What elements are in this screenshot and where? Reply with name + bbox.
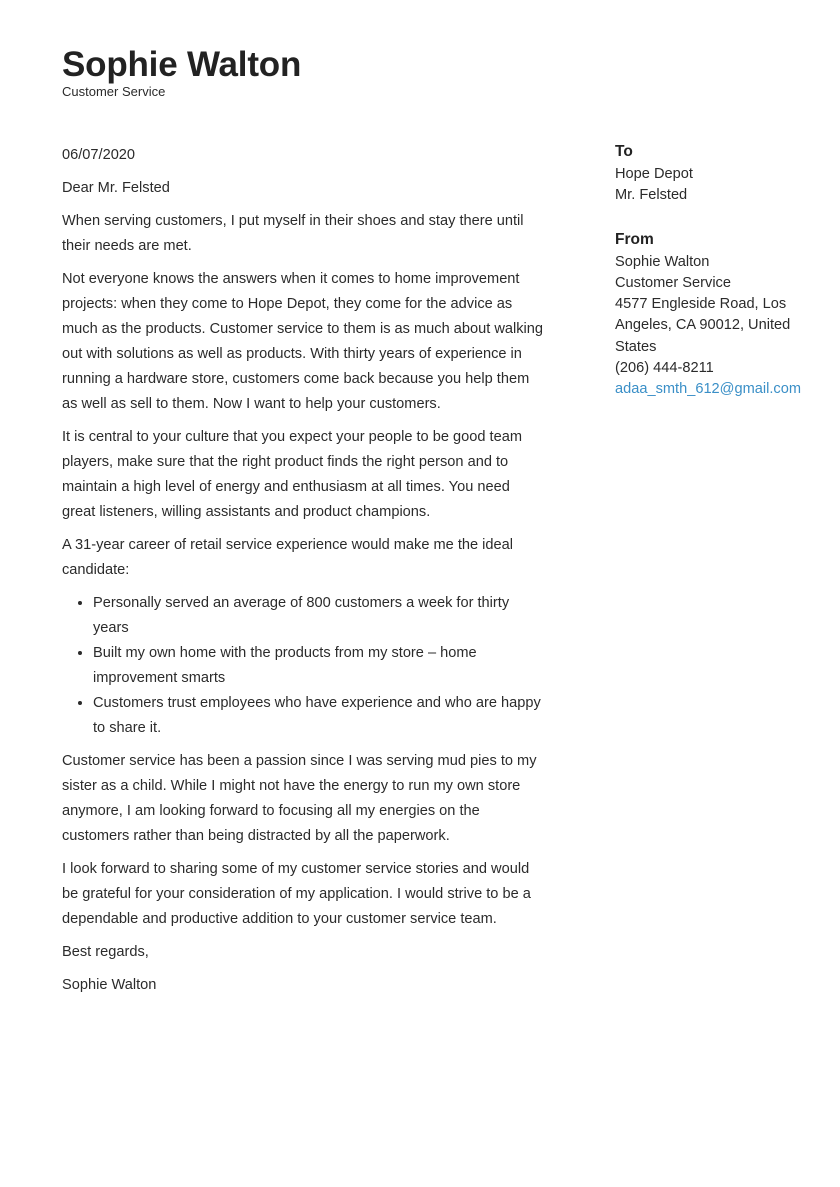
list-item: • Built my own home with the products from my store – home improvement smarts [93, 641, 544, 691]
sender-contact-name: Sophie Walton [615, 253, 710, 270]
body-paragraph: It is central to your culture that you expect your people to be good team players, make sure that the right product finds the right person and to maintain a high level of energy and enthusiasm at all times. You need great listeners, willing assistants and product champions. [62, 429, 522, 520]
sender-email-link[interactable]: adaa_smth_612@gmail.com [615, 381, 801, 398]
sender-name: Sophie Walton [62, 45, 302, 84]
body-paragraph: Customer service has been a passion since I was serving mud pies to my sister as a child. While I might not have the energy to run my own store anymore, I am looking forward to focusing all my energies on the customers rather than being distracted by all the paperwork. [62, 753, 537, 844]
letter-signature: Sophie Walton [62, 977, 157, 993]
sender-job-title: Customer Service [62, 84, 166, 99]
sender-contact-title: Customer Service [615, 274, 731, 291]
sender-block [615, 229, 815, 401]
body-paragraph: I look forward to sharing some of my customer service stories and would be grateful for your consideration of my application. I would strive to be a dependable and productive addition to your customer service team. [62, 861, 531, 927]
letter-salutation: Dear Mr. Felsted [62, 180, 170, 196]
body-paragraph: A 31-year career of retail service experience would make me the ideal candidate: [62, 537, 514, 578]
letter-signoff: Best regards, [62, 944, 149, 960]
list-item: • Customers trust employees who have experience and who are happy to share it. [93, 691, 544, 741]
sender-address: 4577 Engleside Road, Los Angeles, CA 90012, United States [615, 296, 791, 355]
from-heading: From [615, 230, 654, 248]
letter-body [62, 143, 544, 1006]
letter-date: 06/07/2020 [62, 147, 136, 163]
qualifications-list [62, 591, 544, 741]
body-paragraph: When serving customers, I put myself in their shoes and stay there until their needs are met. [62, 213, 524, 254]
contact-sidebar [615, 141, 815, 423]
list-item: • Personally served an average of 800 customers a week for thirty years [93, 591, 544, 641]
recipient-company: Hope Depot [615, 166, 693, 182]
letter-header [62, 44, 301, 100]
recipient-name: Mr. Felsted [615, 187, 688, 204]
recipient-block [615, 141, 815, 207]
to-heading: To [615, 143, 633, 160]
sender-phone: (206) 444-8211 [615, 360, 714, 377]
body-paragraph: Not everyone knows the answers when it comes to home improvement projects: when they come to Hope Depot, they come for the advice as much as the products. Customer service to them is as much about walking out with solutions as well as products. With thirty years of experience in running a hardware store, customers come back because you help them as well as sell to them. Now I want to help your customers. [62, 271, 543, 412]
